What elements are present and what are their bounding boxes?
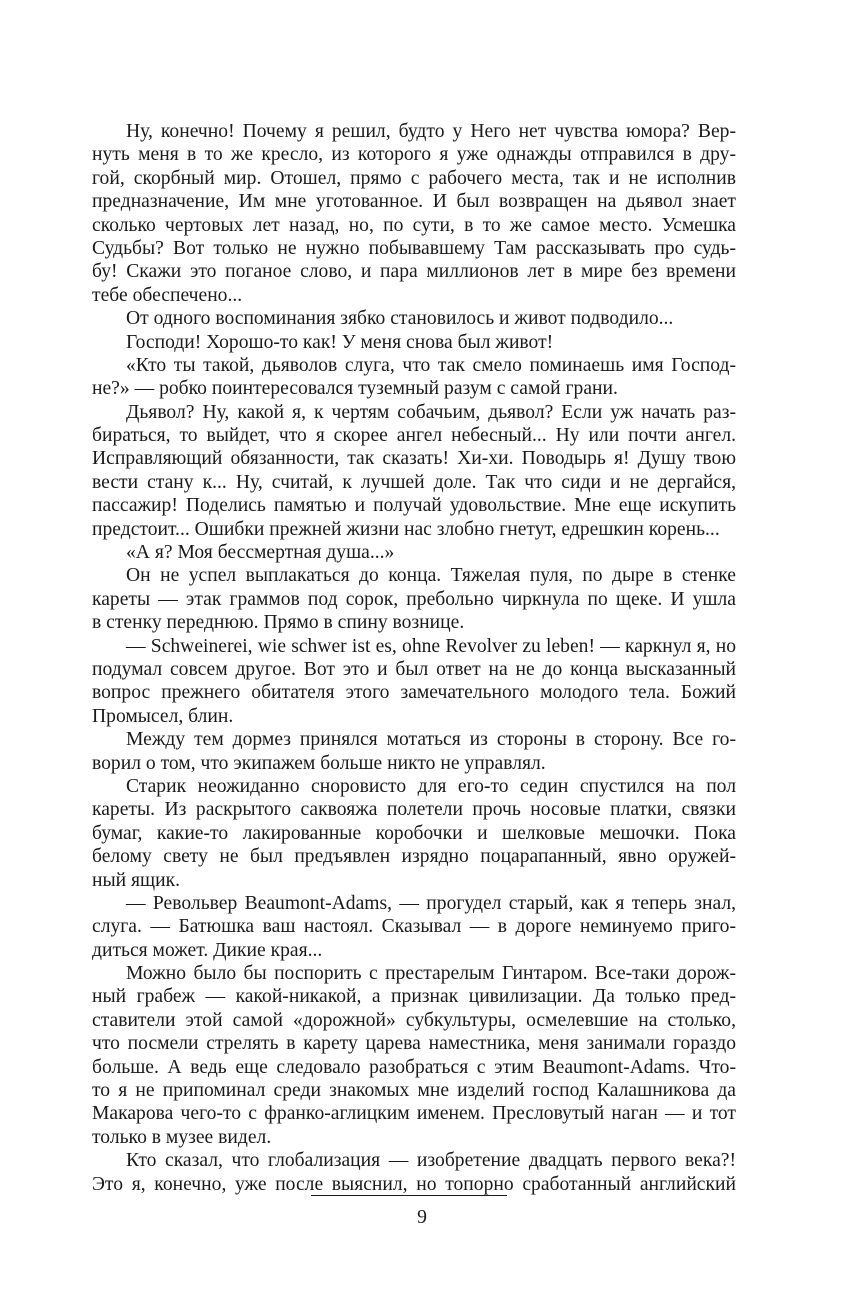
text-line: — Schweinerei, wie schwer ist es, ohne Revolver zu leben! — каркнул я, но — [126, 635, 736, 657]
text-line: слуга. — Батюшка ваш настоял. Сказывал — в дороге неминуемо приго- — [92, 916, 736, 938]
text-line: белому свету не был предъявлен изрядно поцарапанный, явно оружей- — [92, 846, 736, 868]
text-line: Между тем дормез принялся мотаться из стороны в сторону. Все го- — [126, 729, 736, 751]
text-line: Промысел, блин. — [92, 705, 234, 727]
text-line: не?» — робко поинтересовался туземный разум с самой грани. — [92, 378, 618, 400]
text-line: вести стану к... Ну, считай, к лучшей доле. Так что сиди и не дергайся, — [92, 471, 736, 493]
text-line: кареты. Из раскрытого саквояжа полетели прочь носовые платки, связки — [92, 799, 736, 821]
text-line: бумаг, какие-то лакированные коробочки и шелковые мешочки. Пока — [92, 822, 736, 844]
text-line: Можно было бы поспорить с престарелым Гинтаром. Все-таки дорож- — [126, 963, 736, 985]
body-text — [92, 120, 736, 1196]
text-line: Макарова чего-то с франко-аглицким именем. Пресловутый наган — и тот — [92, 1103, 736, 1125]
text-line: тебе обеспечено... — [92, 284, 243, 306]
text-line: подумал совсем другое. Вот это и был ответ на не до конца высказанный — [92, 658, 736, 680]
text-line: ворил о том, что экипажем больше никто не управлял. — [92, 752, 546, 774]
text-line: вопрос прежнего обитателя этого замечательного молодого тела. Божий — [92, 682, 736, 704]
text-line: Ну, конечно! Почему я решил, будто у Него нет чувства юмора? Вер- — [126, 121, 736, 142]
text-line: предназначение, Им мне уготованное. И был возвращен на дьявол знает — [92, 191, 736, 213]
text-line: что посмели стрелять в карету царева наместника, меня занимали гораздо — [92, 1033, 736, 1055]
text-line: предстоит... Ошибки прежней жизни нас злобно гнетут, едрешкин корень... — [92, 518, 720, 540]
text-line: пассажир! Поделись памятью и получай удовольствие. Мне еще искупить — [92, 495, 736, 517]
page-number: 9 — [417, 1207, 427, 1228]
text-line: ный ящик. — [92, 869, 181, 891]
footer-rule — [311, 1195, 507, 1196]
text-line: гой, скорбный мир. Отошел, прямо с рабочего места, так и не исполнив — [92, 167, 736, 189]
text-line: Это я, конечно, уже после выяснил, но топорно сработанный английский — [92, 1173, 736, 1195]
text-line: Исправляющий обязанности, так сказать! Хи-хи. Поводырь я! Душу твою — [92, 448, 736, 470]
text-line: только в музее видел. — [92, 1126, 272, 1148]
text-line: кареты — этак граммов под сорок, пребольно чиркнула по щеке. И ушла — [92, 588, 736, 610]
text-line: — Револьвер Beaumont-Adams, — прогудел старый, как я теперь знал, — [126, 892, 736, 914]
text-line: бираться, то выйдет, что я скорее ангел небесный... Ну или почти ангел. — [92, 425, 736, 447]
text-line: Дьявол? Ну, какой я, к чертям собачьим, дьявол? Если уж начать раз- — [126, 401, 736, 423]
text-line: Судьбы? Вот только не нужно побывавшему Там рассказывать про судь- — [92, 237, 736, 259]
text-line: диться может. Дикие края... — [92, 939, 323, 961]
text-line: Старик неожиданно сноровисто для его-то седин спустился на пол — [126, 775, 736, 797]
text-line: Он не успел выплакаться до конца. Тяжелая пуля, по дыре в стенке — [126, 565, 736, 587]
text-line: то я не припоминал среди знакомых мне изделий господ Калашникова да — [92, 1080, 736, 1102]
text-line: Господи! Хорошо-то как! У меня снова был живот! — [126, 331, 554, 353]
text-line: ставители этой самой «дорожной» субкультуры, осмелевшие на столько, — [92, 1009, 736, 1031]
text-line: «А я? Моя бессмертная душа...» — [126, 542, 395, 564]
text-line: ный грабеж — какой-никакой, а признак цивилизации. Да только пред- — [92, 986, 736, 1008]
text-line: Кто сказал, что глобализация — изобретение двадцать первого века?! — [126, 1150, 736, 1172]
text-line: в стенку переднюю. Прямо в спину вознице. — [92, 612, 465, 634]
text-line: нуть меня в то же кресло, из которого я уже однажды отправился в дру- — [92, 144, 736, 166]
text-line: «Кто ты такой, дьяволов слуга, что так смело поминаешь имя Господ- — [126, 354, 736, 376]
text-line: больше. А ведь еще следовало разобраться с этим Beaumont-Adams. Что- — [92, 1056, 736, 1078]
text-line: бу! Скажи это поганое слово, и пара миллионов лет в мире без времени — [92, 261, 736, 283]
text-line: сколько чертовых лет назад, но, по сути, в то же самое место. Усмешка — [92, 214, 736, 236]
text-line: От одного воспоминания зябко становилось и живот подводило... — [126, 308, 674, 330]
